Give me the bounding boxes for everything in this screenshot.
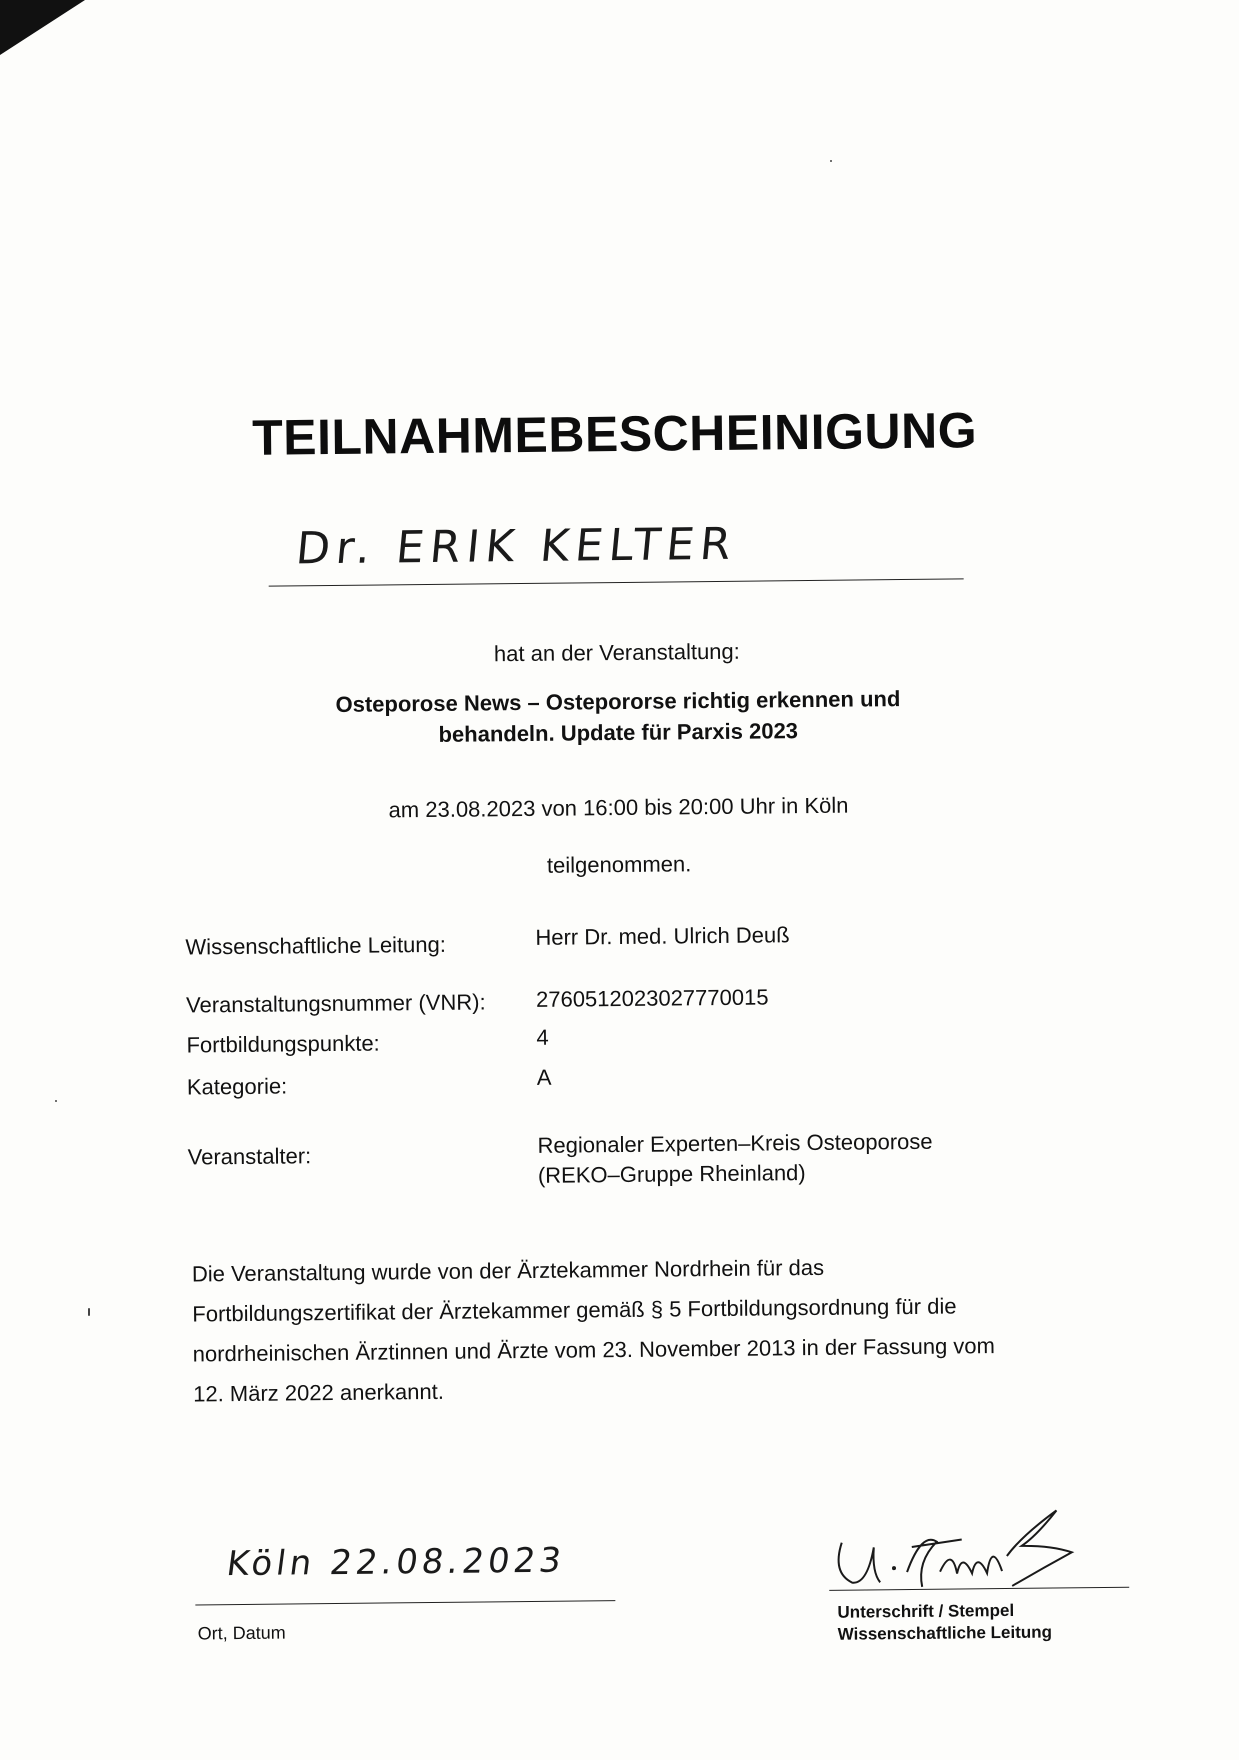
value-organizer bbox=[537, 1127, 933, 1191]
participated-text: teilgenommen. bbox=[546, 851, 692, 878]
label-vnr: Veranstaltungsnummer (VNR): bbox=[185, 989, 486, 1018]
event-title-line-1: Osteporose News – Ostepororse richtig erkennen und bbox=[335, 686, 901, 717]
scan-speck bbox=[55, 1100, 57, 1102]
value-scientific-lead: Herr Dr. med. Ulrich Deuß bbox=[535, 922, 790, 950]
value-category: A bbox=[536, 1064, 552, 1090]
document-title: TEILNAHMEBESCHEINIGUNG bbox=[251, 402, 978, 466]
label-scientific-lead: Wissenschaftliche Leitung: bbox=[185, 931, 447, 960]
signature-caption-line-2: Wissenschaftliche Leitung bbox=[837, 1622, 1053, 1644]
recognition-paragraph bbox=[192, 1245, 1094, 1414]
event-date-line: am 23.08.2023 von 16:00 bis 20:00 Uhr in Köln bbox=[388, 792, 849, 823]
paragraph-line-4: 12. März 2022 anerkannt. bbox=[193, 1378, 444, 1407]
value-organizer-line-1: Regionaler Experten–Kreis Osteoporose bbox=[537, 1128, 933, 1158]
label-category: Kategorie: bbox=[186, 1073, 288, 1100]
paragraph-line-2: Fortbildungszertifikat der Ärztekammer gemäß § 5 Fortbildungsordnung für die bbox=[192, 1293, 957, 1327]
paragraph-line-3: nordrheinischen Ärztinnen und Ärzte vom 23. November 2013 in der Fassung vom bbox=[192, 1333, 996, 1367]
intro-text: hat an der Veranstaltung: bbox=[493, 638, 740, 667]
participant-name-handwritten: Dr. ERIK KELTER bbox=[293, 518, 740, 575]
place-date-line bbox=[195, 1600, 615, 1605]
value-points: 4 bbox=[536, 1024, 549, 1050]
scan-speck bbox=[830, 160, 832, 162]
signature-caption-line-1: Unterschrift / Stempel bbox=[837, 1600, 1015, 1622]
handwritten-place-date: Köln 22.08.2023 bbox=[224, 1540, 568, 1585]
signature-image bbox=[821, 1500, 1082, 1593]
event-title-line-2: behandeln. Update für Parxis 2023 bbox=[438, 718, 799, 747]
paragraph-line-1: Die Veranstaltung wurde von der Ärztekammer Nordrhein für das bbox=[191, 1254, 825, 1287]
value-organizer-line-2: (REKO–Gruppe Rheinland) bbox=[537, 1160, 806, 1188]
event-title bbox=[258, 682, 979, 752]
label-points: Fortbildungspunkte: bbox=[186, 1030, 380, 1058]
name-underline bbox=[269, 578, 964, 586]
signature-caption bbox=[837, 1600, 1052, 1646]
scan-speck bbox=[88, 1308, 90, 1316]
place-date-caption: Ort, Datum bbox=[197, 1622, 286, 1644]
value-vnr: 2760512023027770015 bbox=[535, 984, 769, 1012]
label-organizer: Veranstalter: bbox=[187, 1143, 312, 1170]
